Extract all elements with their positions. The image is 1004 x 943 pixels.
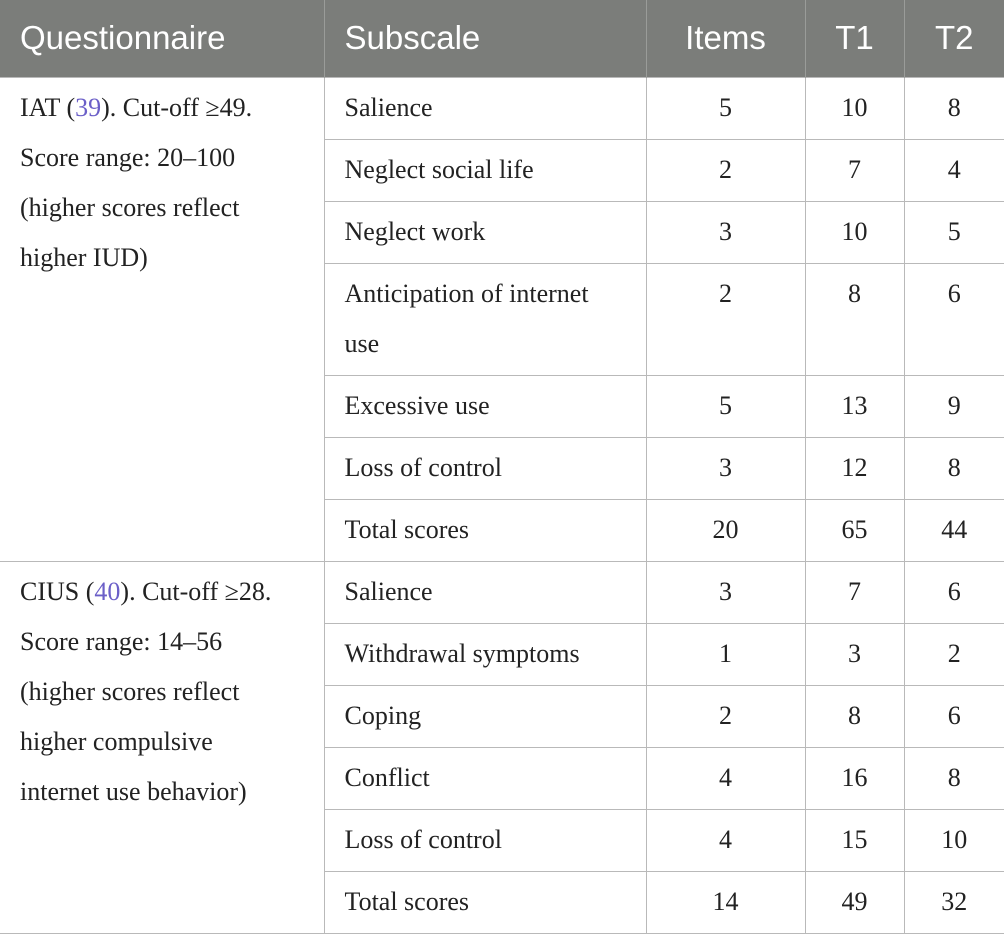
t1-cell: 12 bbox=[805, 437, 904, 499]
header-t2: T2 bbox=[904, 0, 1004, 77]
t2-cell: 6 bbox=[904, 561, 1004, 623]
ref-open: ( bbox=[79, 576, 95, 606]
items-cell: 2 bbox=[646, 139, 805, 201]
t2-cell: 5 bbox=[904, 201, 1004, 263]
subscale-cell: Salience bbox=[324, 561, 646, 623]
subscale-cell: Loss of control bbox=[324, 437, 646, 499]
t2-cell: 2 bbox=[904, 623, 1004, 685]
header-items: Items bbox=[646, 0, 805, 77]
reference-link[interactable]: 40 bbox=[94, 576, 121, 606]
t2-cell: 8 bbox=[904, 747, 1004, 809]
reference-link[interactable]: 39 bbox=[75, 92, 102, 122]
items-cell: 3 bbox=[646, 437, 805, 499]
t1-cell: 8 bbox=[805, 263, 904, 375]
header-row bbox=[0, 0, 1004, 77]
t1-cell: 3 bbox=[805, 623, 904, 685]
subscale-cell: Neglect work bbox=[324, 201, 646, 263]
subscale-cell: Total scores bbox=[324, 499, 646, 561]
subscale-cell: Anticipation of internet use bbox=[324, 263, 646, 375]
description-text: (higher scores reflect bbox=[20, 676, 240, 706]
t1-cell: 65 bbox=[805, 499, 904, 561]
t2-cell: 4 bbox=[904, 139, 1004, 201]
header-subscale: Subscale bbox=[324, 0, 646, 77]
subscale-cell: Loss of control bbox=[324, 809, 646, 871]
description-text: (higher scores reflect bbox=[20, 192, 240, 222]
description-text: higher IUD) bbox=[20, 242, 148, 272]
subscale-cell: Total scores bbox=[324, 871, 646, 933]
questionnaire-cell-cius bbox=[0, 561, 324, 933]
ref-open: ( bbox=[59, 92, 76, 122]
questionnaire-cell-iat bbox=[0, 77, 324, 561]
items-cell: 4 bbox=[646, 747, 805, 809]
t2-cell: 8 bbox=[904, 437, 1004, 499]
t2-cell: 9 bbox=[904, 375, 1004, 437]
items-cell: 5 bbox=[646, 375, 805, 437]
cutoff-text: ). Cut-off ≥49. bbox=[101, 92, 253, 122]
cutoff-text: ). Cut-off ≥28. bbox=[120, 576, 272, 606]
t2-cell: 32 bbox=[904, 871, 1004, 933]
questionnaire-name: IAT bbox=[20, 92, 60, 122]
items-cell: 3 bbox=[646, 201, 805, 263]
description-text: internet use behavior) bbox=[20, 776, 247, 806]
t2-cell: 6 bbox=[904, 263, 1004, 375]
t2-cell: 8 bbox=[904, 77, 1004, 139]
t1-cell: 10 bbox=[805, 77, 904, 139]
items-cell: 3 bbox=[646, 561, 805, 623]
questionnaire-line bbox=[20, 567, 324, 617]
t1-cell: 49 bbox=[805, 871, 904, 933]
t1-cell: 7 bbox=[805, 561, 904, 623]
t2-cell: 6 bbox=[904, 685, 1004, 747]
t1-cell: 8 bbox=[805, 685, 904, 747]
items-cell: 2 bbox=[646, 263, 805, 375]
items-cell: 14 bbox=[646, 871, 805, 933]
score-range-text: Score range: 20–100 bbox=[20, 142, 236, 172]
items-cell: 20 bbox=[646, 499, 805, 561]
items-cell: 2 bbox=[646, 685, 805, 747]
description-text: higher compulsive bbox=[20, 726, 213, 756]
table-row bbox=[0, 561, 1004, 623]
t1-cell: 7 bbox=[805, 139, 904, 201]
t1-cell: 13 bbox=[805, 375, 904, 437]
subscale-cell: Neglect social life bbox=[324, 139, 646, 201]
header-questionnaire: Questionnaire bbox=[0, 0, 324, 77]
t1-cell: 15 bbox=[805, 809, 904, 871]
table-row bbox=[0, 77, 1004, 139]
score-range-text: Score range: 14–56 bbox=[20, 626, 223, 656]
subscale-cell: Conflict bbox=[324, 747, 646, 809]
table-body bbox=[0, 77, 1004, 933]
t2-cell: 10 bbox=[904, 809, 1004, 871]
t1-cell: 16 bbox=[805, 747, 904, 809]
table-header bbox=[0, 0, 1004, 77]
subscale-cell: Excessive use bbox=[324, 375, 646, 437]
header-t1: T1 bbox=[805, 0, 904, 77]
subscale-cell: Withdrawal symptoms bbox=[324, 623, 646, 685]
subscale-cell: Coping bbox=[324, 685, 646, 747]
items-cell: 1 bbox=[646, 623, 805, 685]
questionnaire-line bbox=[20, 83, 324, 133]
questionnaire-name: CIUS bbox=[20, 576, 80, 606]
items-cell: 5 bbox=[646, 77, 805, 139]
subscale-cell: Salience bbox=[324, 77, 646, 139]
items-cell: 4 bbox=[646, 809, 805, 871]
t1-cell: 10 bbox=[805, 201, 904, 263]
t2-cell: 44 bbox=[904, 499, 1004, 561]
